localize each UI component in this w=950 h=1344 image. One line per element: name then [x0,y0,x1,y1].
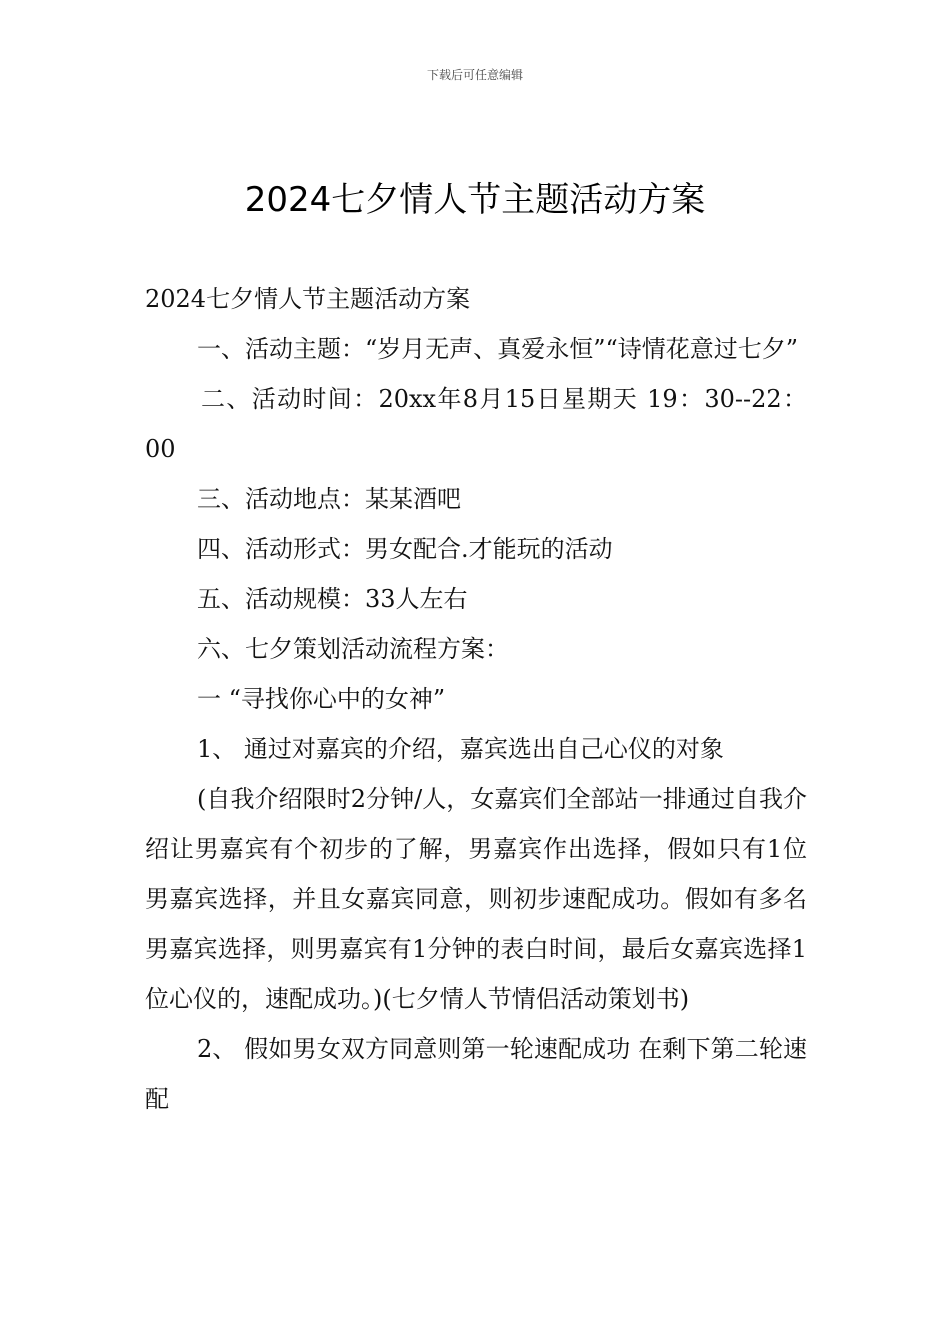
paragraph-scale: 五、活动规模：33人左右 [197,585,468,613]
paragraph-process-heading: 六、七夕策划活动流程方案： [197,635,509,663]
paragraph-time: 二、活动时间：20xx年8月15日星期天 19：30--22：00 [145,385,807,463]
paragraph-location: 三、活动地点：某某酒吧 [197,485,461,513]
paragraph-section-one-heading: 一 “寻找你心中的女神” [197,685,446,713]
paragraph-step-1-details: (自我介绍限时2分钟/人，女嘉宾们全部站一排通过自我介绍让男嘉宾有个初步的了解，男嘉宾作出选择，假如只有1位男嘉宾选择，并且女嘉宾同意，则初步速配成功。假如有多名男嘉宾选择，则男嘉宾有1分钟的表白时间，最后女嘉宾选择1位心仪的，速配成功。)(七夕情人节情侣活动策划书) [145,785,807,1013]
paragraph-format: 四、活动形式：男女配合.才能玩的活动 [197,535,613,563]
document-title: 2024七夕情人节主题活动方案 [244,180,706,220]
paragraph-subtitle: 2024七夕情人节主题活动方案 [145,285,471,313]
paragraph-theme: 一、活动主题：“岁月无声、真爱永恒”“诗情花意过七夕” [197,335,799,363]
paragraph-step-2: 2、 假如男女双方同意则第一轮速配成功 在剩下第二轮速配 [145,1035,807,1113]
page-header-note: 下载后可任意编辑 [426,68,523,82]
paragraph-step-1: 1、 通过对嘉宾的介绍，嘉宾选出自己心仪的对象 [197,735,724,763]
document-body [145,274,807,1124]
